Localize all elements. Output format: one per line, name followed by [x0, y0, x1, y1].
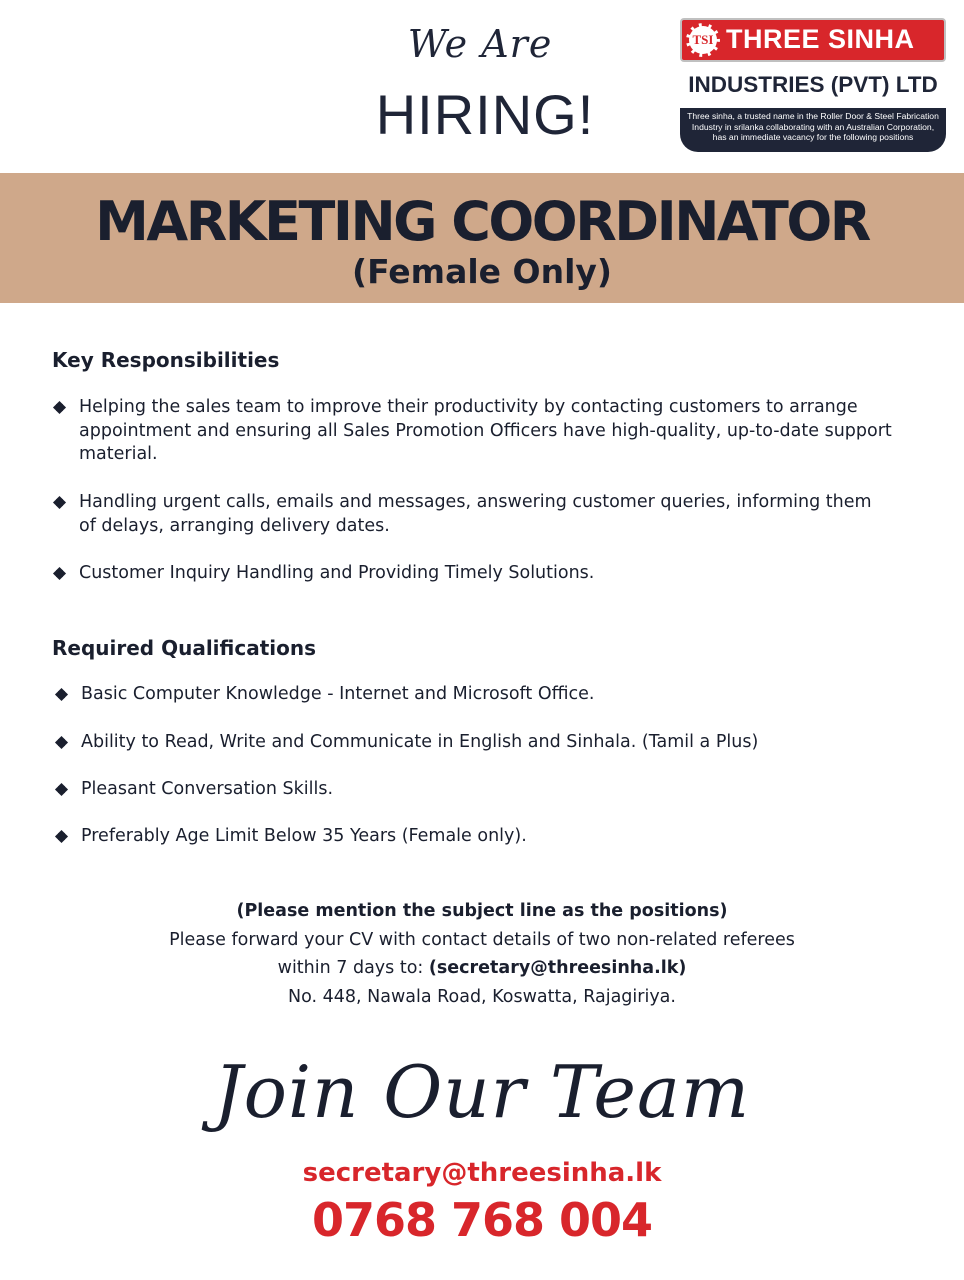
hiring-heading: HIRING! — [375, 83, 595, 146]
logo-company-name: THREE SINHA — [726, 24, 915, 54]
apply-instructions: Please forward your CV with contact details of two non-related referees — [169, 930, 795, 950]
list-item-line: appointment and ensuring all Sales Promotion Officers have high-quality, up-to-date support — [79, 420, 892, 441]
diamond-bullet-icon — [54, 568, 66, 580]
contact-phone[interactable]: 0768 768 004 — [311, 1193, 653, 1247]
we-are-script-text: We Are — [407, 22, 553, 66]
gear-emblem-icon: TSI — [686, 23, 720, 57]
diamond-bullet-icon — [56, 831, 68, 843]
list-item — [79, 562, 939, 586]
logo-desc-line: Three sinha, a trusted name in the Roller Door & Steel Fabrication — [687, 111, 939, 121]
subject-line-note: (Please mention the subject line as the positions) — [236, 901, 728, 921]
diamond-bullet-icon — [56, 689, 68, 701]
contact-email[interactable]: secretary@threesinha.lk — [302, 1158, 662, 1188]
list-item: Ability to Read, Write and Communicate in English and Sinhala. (Tamil a Plus) — [81, 732, 759, 752]
logo-desc-line: has an immediate vacancy for the following positions — [712, 132, 914, 142]
list-item — [79, 396, 939, 467]
list-item-line: of delays, arranging delivery dates. — [79, 515, 390, 536]
logo-desc-line: Industry in srilanka collaborating with an Australian Corporation, — [691, 121, 935, 132]
join-our-team-script: Join Our Team — [213, 1050, 751, 1134]
job-subtitle: (Female Only) — [352, 252, 612, 291]
list-item-line: Customer Inquiry Handling and Providing Timely Solutions. — [79, 563, 595, 583]
list-item: Basic Computer Knowledge - Internet and Microsoft Office. — [81, 684, 595, 704]
logo-company-subtitle: INDUSTRIES (PVT) LTD — [688, 72, 938, 97]
apply-deadline-text: within 7 days to: — [277, 958, 429, 978]
list-item-line: Handling urgent calls, emails and messages, answering customer queries, informing them — [79, 492, 872, 512]
diamond-bullet-icon — [56, 737, 68, 749]
company-logo — [680, 18, 948, 152]
job-title: MARKETING COORDINATOR — [95, 190, 869, 253]
company-address: No. 448, Nawala Road, Koswatta, Rajagiriya. — [288, 987, 676, 1007]
list-item — [79, 491, 939, 538]
list-item-line: Helping the sales team to improve their productivity by contacting customers to arrange — [79, 397, 858, 417]
apply-email-link[interactable]: (secretary@threesinha.lk) — [428, 958, 687, 978]
apply-deadline-line — [0, 958, 964, 978]
diamond-bullet-icon — [54, 402, 66, 414]
list-item-line: material. — [79, 444, 158, 464]
logo-description — [680, 108, 946, 152]
list-item: Preferably Age Limit Below 35 Years (Female only). — [81, 826, 527, 846]
diamond-bullet-icon — [54, 497, 66, 509]
responsibilities-heading: Key Responsibilities — [52, 348, 280, 372]
list-item: Pleasant Conversation Skills. — [81, 779, 334, 799]
logo-red-band — [680, 18, 946, 62]
diamond-bullet-icon — [56, 784, 68, 796]
qualifications-heading: Required Qualifications — [52, 636, 317, 660]
